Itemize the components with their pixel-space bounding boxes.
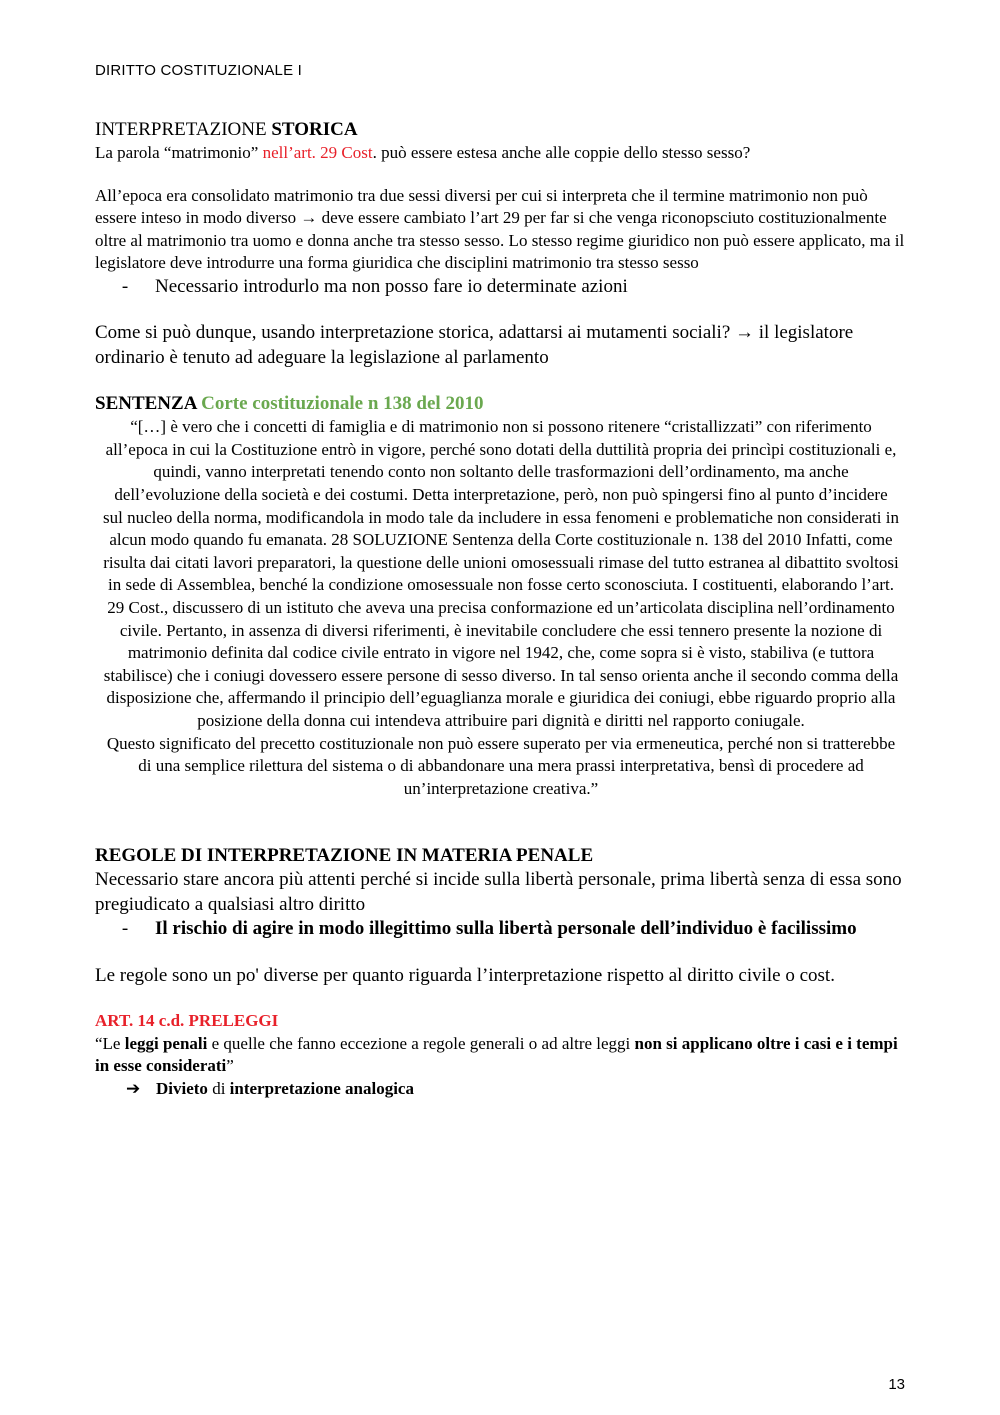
penale-title-text: REGOLE DI INTERPRETAZIONE IN MATERIA PENALE [95,845,594,867]
penale-paragraph: Necessario stare ancora più attenti perché si incide sulla libertà personale, prima libertà senza di essa sono pregiudicato a qualsiasi altro diritto [95,869,902,915]
preleggi-arrow-item [95,1078,907,1101]
storica-question [95,142,907,165]
page-content [95,118,907,1100]
sentenza-label: SENTENZA [95,393,202,415]
article-reference: nell’art. 29 Cost [262,143,373,162]
penale-title [95,844,907,868]
sentenza-quote-conclusion: Questo significato del precetto costituzionale non può essere superato per via ermeneutica, perché non si tratterebbe di una semplice rilettura del sistema o di abbandonare una mera prassi interpretativa, bensì di procedere ad un’interpretazione creativa.” [106,733,896,798]
storica-bullet [95,275,907,299]
penale-bullet [95,917,907,941]
arrow-icon: ➔ [126,1078,141,1098]
sentenza-title [95,392,907,416]
bullet-dash: - [121,918,129,940]
running-header: DIRITTO COSTITUZIONALE I [95,62,303,79]
storica-paragraph-2: Come si può dunque, usando interpretazione storica, adattarsi ai mutamenti sociali? → il legislatore ordinario è tenuto ad adeguare la legislazione al parlamento [95,322,854,368]
page-number: 13 [888,1376,905,1393]
arrow-text [156,1078,414,1101]
quote-bold-2: non si applicano oltre i casi e i tempi in esse considerati [95,1033,898,1076]
quote-close: ” [226,1056,234,1076]
preleggi-title-text: ART. 14 c.d. PRELEGGI [95,1010,279,1030]
arrow-text-mid: di [207,1078,230,1098]
preleggi-title [95,1010,907,1033]
question-text: La parola “matrimonio” [95,143,263,162]
sentenza-quote: “[…] è vero che i concetti di famiglia e di matrimonio non si possono ritenere “cristallizzati” con riferimento all’epoca in cui la Costituzione entrò in vigore, perché sono dotati della duttilità propria dei princìpi costituzionali e, quindi, vanno interpretati tenendo conto non soltanto delle trasformazioni dell’ordinamento, ma anche dell’evoluzione della società e dei costumi. Detta interpretazione, però, non può spingersi fino al punto d’incidere sul nucleo della norma, modificandola in modo tale da includere in essa fenomeni e problematiche non considerati in alcun modo quando fu emanata. 28 SOLUZIONE Sentenza della Corte costituzionale n. 138 del 2010 Infatti, come risulta dai citati lavori preparatori, la questione delle unioni omosessuali rimase del tutto estranea al dibattito svoltosi in sede di Assemblea, benché la condizione omosessuale non fosse certo sconosciuta. I costituenti, elaborando l’art. 29 Cost., discussero di un istituto che aveva una precisa conformazione ed un’articolata disciplina nell’ordinamento civile. Pertanto, in assenza di diversi riferimenti, è inevitabile concludere che essi tennero presente la nozione di matrimonio definita dal codice civile entrato in vigore nel 1942, che, come sopra si è visto, stabiliva (e tuttora stabilisce) che i coniugi dovessero essere persone di sesso diverso. In tal senso orienta anche il secondo comma della disposizione che, affermando il principio dell’eguaglianza morale e giuridica dei coniugi, ebbe riguardo proprio alla posizione della donna cui intendeva attribuire pari dignità e diritti nel rapporto coniugale. [103,417,899,730]
quote-text: e quelle che fanno eccezione a regole generali o ad altre leggi [207,1033,635,1053]
penale-paragraph-2: Le regole sono un po' diverse per quanto riguarda l’interpretazione rispetto al diritto civile o cost. [95,964,835,986]
title-bold: STORICA [271,119,358,140]
storica-paragraph: All’epoca era consolidato matrimonio tra due sessi diversi per cui si interpreta che il termine matrimonio non può essere inteso in modo diverso → deve essere cambiato l’art 29 per far si che venga riconopsciuto costituzionalmente oltre al matrimonio tra uomo e donna anche tra stesso sesso. Lo stesso regime giuridico non può essere applicato, ma il legislatore deve introdurre una forma giuridica che disciplini matrimonio tra stesso sesso [95,185,905,273]
question-text-end: . può essere estesa anche alle coppie dello stesso sesso? [372,143,751,162]
section-title-storica [95,118,907,142]
quote-bold-1: leggi penali [124,1033,208,1053]
arrow-bold-2: interpretazione analogica [229,1078,414,1098]
bullet-text: Necessario introdurlo ma non posso fare io determinate azioni [155,275,628,297]
title-plain: INTERPRETAZIONE [95,119,272,140]
preleggi-quote [95,1033,907,1078]
quote-open: “Le [95,1033,125,1053]
bullet-dash: - [121,275,129,297]
sentenza-reference: Corte costituzionale n 138 del 2010 [201,393,484,415]
bullet-text: Il rischio di agire in modo illegittimo sulla libertà personale dell’individuo è facilissimo [155,918,857,940]
arrow-bold-1: Divieto [156,1078,208,1098]
